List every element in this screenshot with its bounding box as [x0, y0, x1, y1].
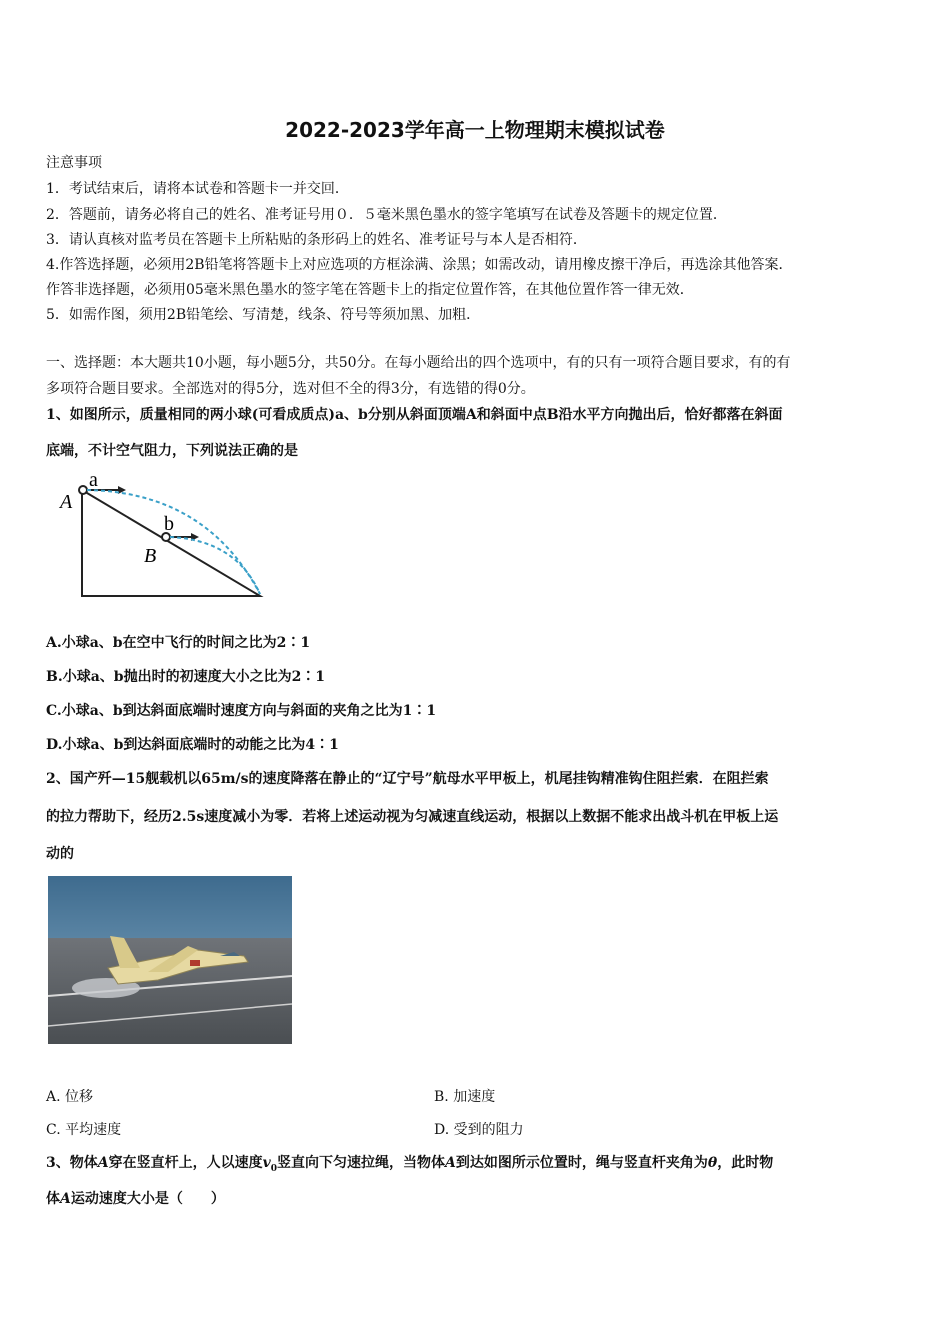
q3-text-line2	[46, 1188, 225, 1208]
notice-item-5: 5．如需作图，须用2B铅笔绘、写清楚，线条、符号等须加黑、加粗．	[46, 307, 481, 323]
q3-var-A: A	[97, 1155, 109, 1171]
q3-text: 穿在竖直杆上，人以速度	[108, 1155, 263, 1171]
jet-marking	[190, 960, 200, 966]
section-heading-line1: 一、选择题：本大题共10小题，每小题5分，共50分。在每小题给出的四个选项中，有的只有一项符合题目要求，有的有	[46, 355, 791, 371]
q2-option-a: A. 位移	[46, 1089, 94, 1105]
q3-var-theta: θ	[707, 1155, 718, 1171]
q1-option-c: C.小球a、b到达斜面底端时速度方向与斜面的夹角之比为1∶1	[46, 703, 437, 719]
notice-item-1: 1．考试结束后，请将本试卷和答题卡一并交回．	[46, 181, 349, 197]
q1-text-line1: 1、如图所示，质量相同的两小球(可看成质点)a、b分别从斜面顶端A和斜面中点B沿水平方向抛出后，恰好都落在斜面	[46, 407, 783, 423]
q2-jet-photo	[48, 876, 292, 1044]
notice-item-3: 3．请认真核对监考员在答题卡上所粘贴的条形码上的姓名、准考证号与本人是否相符．	[46, 232, 587, 248]
q1-option-d: D.小球a、b到达斜面底端时的动能之比为4∶1	[46, 737, 339, 753]
q2-option-b: B. 加速度	[434, 1089, 496, 1105]
q3-text-line1	[46, 1152, 773, 1174]
notice-heading: 注意事项	[46, 155, 102, 171]
q2-text-line1: 2、国产歼—15舰载机以65m/s的速度降落在静止的“辽宁号”航母水平甲板上，机尾挂钩精准钩住阻拦索．在阻拦索	[46, 771, 769, 787]
q3-var-A: A	[60, 1191, 71, 1207]
section-heading-line2: 多项符合题目要求。全部选对的得5分，选对但不全的得3分，有选错的得0分。	[46, 381, 535, 397]
label-B: B	[144, 545, 157, 567]
q3-var-v-sub: 0	[270, 1163, 278, 1174]
q3-text: 运动速度大小是（ ）	[70, 1191, 225, 1207]
incline-triangle	[82, 490, 260, 596]
q3-text: 竖直向下匀速拉绳，当物体	[277, 1155, 446, 1171]
q3-var-A: A	[445, 1155, 456, 1171]
q3-text: 到达如图所示位置时，绳与竖直杆夹角为	[455, 1155, 708, 1171]
q3-var-v: v	[262, 1155, 271, 1171]
label-b: b	[164, 513, 174, 535]
q2-option-c: C. 平均速度	[46, 1122, 122, 1138]
trajectory-a	[87, 490, 260, 594]
q2-option-d: D. 受到的阻力	[434, 1122, 524, 1138]
q1-text-line2: 底端，不计空气阻力，下列说法正确的是	[46, 443, 298, 459]
q1-incline-figure	[56, 470, 276, 606]
notice-item-4b: 作答非选择题，必须用05毫米黑色墨水的签字笔在答题卡上的指定位置作答，在其他位置作答一律无效．	[46, 282, 694, 298]
q3-text: 3、物体	[46, 1155, 98, 1171]
label-A: A	[60, 491, 73, 513]
q2-text-line2: 的拉力帮助下，经历2.5s速度减小为零．若将上述运动视为匀减速直线运动，根据以上数据不能求出战斗机在甲板上运	[46, 809, 779, 825]
page-title: 2022-2023学年高一上物理期末模拟试卷	[285, 118, 665, 142]
q1-option-a: A.小球a、b在空中飞行的时间之比为2∶1	[46, 635, 311, 651]
notice-item-2: 2．答题前，请务必将自己的姓名、准考证号用０．５毫米黑色墨水的签字笔填写在试卷及答题卡的规定位置．	[46, 207, 727, 223]
sea-background	[48, 876, 292, 946]
ball-a	[79, 486, 87, 494]
notice-item-4: 4.作答选择题，必须用2B铅笔将答题卡上对应选项的方框涂满、涂黑；如需改动，请用橡皮擦干净后，再选涂其他答案．	[46, 257, 793, 273]
q1-option-b: B.小球a、b抛出时的初速度大小之比为2∶1	[46, 669, 326, 685]
label-a: a	[89, 470, 98, 491]
q2-text-line3: 动的	[46, 846, 74, 862]
trajectory-b	[170, 537, 260, 594]
q3-text: 体	[46, 1191, 60, 1207]
q3-text: ，此时物	[717, 1155, 774, 1171]
